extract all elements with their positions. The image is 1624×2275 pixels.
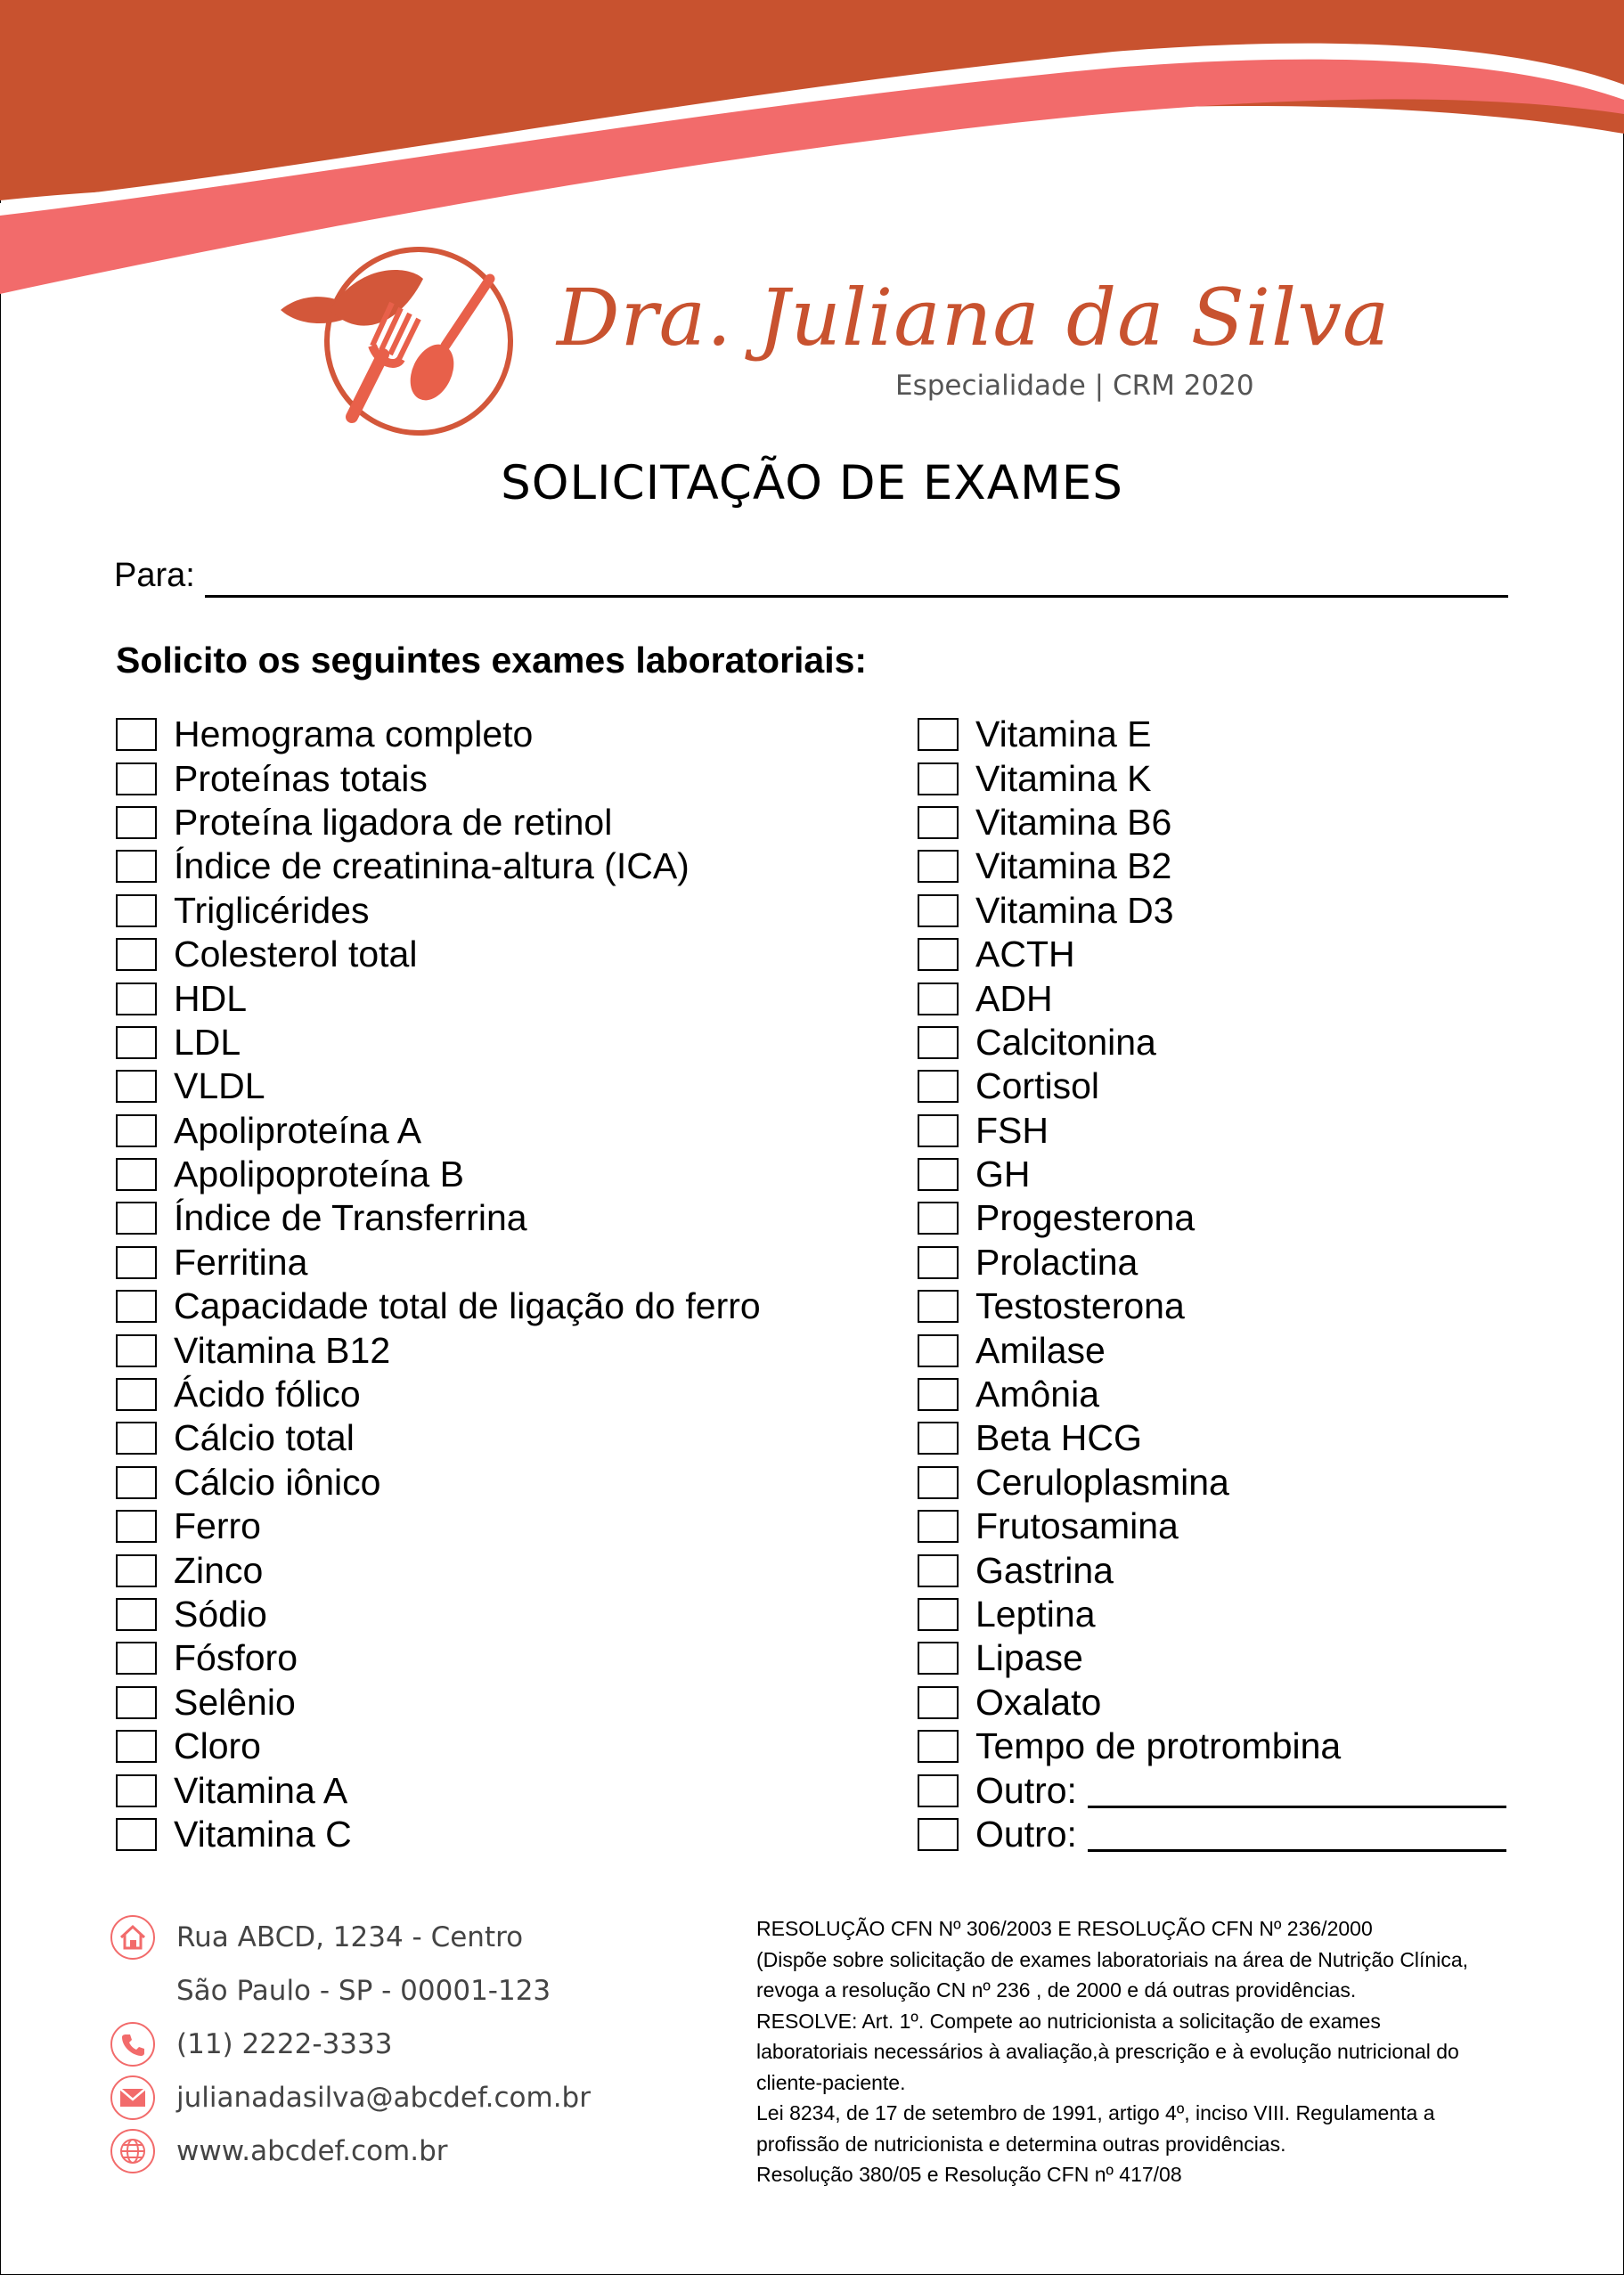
checkbox[interactable]	[918, 1642, 959, 1675]
recipient-label: Para:	[114, 557, 195, 594]
checkbox[interactable]	[918, 1290, 959, 1323]
email-icon	[110, 2075, 155, 2120]
exam-label: Cálcio total	[174, 1417, 355, 1459]
contact-website	[110, 2124, 591, 2178]
checkbox[interactable]	[918, 762, 959, 795]
address-line-1: Rua ABCD, 1234 - Centro	[176, 1921, 524, 1953]
checkbox[interactable]	[918, 1114, 959, 1147]
checkbox[interactable]	[116, 1598, 157, 1631]
checkbox[interactable]	[918, 1334, 959, 1367]
exam-item	[116, 1548, 761, 1592]
checkbox[interactable]	[918, 1422, 959, 1455]
checkbox[interactable]	[116, 938, 157, 971]
checkbox[interactable]	[918, 1686, 959, 1719]
legal-line: revoga a resolução CN nº 236 , de 2000 e dá outras providências.	[756, 1978, 1357, 2002]
exam-label: Cálcio iônico	[174, 1461, 381, 1503]
checkbox[interactable]	[116, 1818, 157, 1851]
header-waves	[0, 0, 1624, 303]
exam-label: Zinco	[174, 1549, 264, 1591]
exam-item	[918, 756, 1506, 800]
exam-item	[116, 756, 761, 800]
exam-label: Oxalato	[975, 1681, 1102, 1723]
exam-list-left	[116, 713, 761, 1856]
home-icon	[110, 1915, 155, 1960]
exam-item-other-1	[918, 1768, 1506, 1812]
exam-item	[116, 889, 761, 933]
exam-item	[116, 1768, 761, 1812]
legal-line: Lei 8234, de 17 de setembro de 1991, artigo 4º, inciso VIII. Regulamenta a	[756, 2101, 1435, 2124]
legal-line: RESOLVE: Art. 1º. Compete ao nutricionista a solicitação de exames	[756, 2009, 1381, 2033]
exam-label: Cortisol	[975, 1065, 1099, 1107]
checkbox[interactable]	[116, 1378, 157, 1411]
checkbox[interactable]	[918, 1026, 959, 1059]
exam-item	[116, 713, 761, 756]
exam-label: Vitamina C	[174, 1813, 352, 1855]
other-exam-field[interactable]	[1088, 1774, 1506, 1808]
checkbox[interactable]	[116, 806, 157, 839]
exam-label: Vitamina B12	[174, 1329, 391, 1371]
contact-phone	[110, 2018, 591, 2071]
phone-icon	[110, 2022, 155, 2067]
exam-label: Amilase	[975, 1329, 1106, 1371]
exam-label: Tempo de protrombina	[975, 1725, 1342, 1767]
exam-item	[116, 1813, 761, 1856]
checkbox[interactable]	[918, 1598, 959, 1631]
exam-item	[918, 1064, 1506, 1108]
exam-item	[116, 844, 761, 888]
exam-label: GH	[975, 1154, 1031, 1195]
exam-label: Ferro	[174, 1505, 261, 1547]
legal-line: cliente-paciente.	[756, 2070, 906, 2094]
checkbox[interactable]	[918, 1466, 959, 1499]
legal-line: RESOLUÇÃO CFN Nº 306/2003 E RESOLUÇÃO CFN Nº 236/2000	[756, 1917, 1373, 1940]
exam-label: Capacidade total de ligação do ferro	[174, 1285, 761, 1327]
exam-item	[116, 976, 761, 1020]
exam-label: Cloro	[174, 1725, 261, 1767]
exam-label: VLDL	[174, 1065, 265, 1107]
exam-label: Vitamina A	[174, 1769, 348, 1811]
globe-icon	[110, 2129, 155, 2173]
page-title: SOLICITAÇÃO DE EXAMES	[501, 456, 1123, 510]
checkbox[interactable]	[116, 1422, 157, 1455]
exam-item	[116, 1109, 761, 1153]
exam-item	[918, 976, 1506, 1020]
exam-label: ADH	[975, 977, 1053, 1019]
exam-item	[116, 1241, 761, 1284]
exam-item	[918, 1021, 1506, 1064]
exam-label: Outro:	[975, 1813, 1077, 1855]
exam-label: LDL	[174, 1021, 241, 1063]
email-address[interactable]: julianadasilva@abcdef.com.br	[176, 2082, 591, 2114]
exam-item	[918, 933, 1506, 976]
checkbox[interactable]	[918, 806, 959, 839]
exam-label: Gastrina	[975, 1549, 1114, 1591]
exam-label: ACTH	[975, 934, 1075, 975]
exam-label: Índice de Transferrina	[174, 1197, 527, 1239]
checkbox[interactable]	[116, 1290, 157, 1323]
exam-label: Fósforo	[174, 1637, 298, 1679]
exam-label: Vitamina B6	[975, 801, 1172, 843]
exam-item	[116, 1681, 761, 1725]
checkbox[interactable]	[116, 1114, 157, 1147]
checkbox[interactable]	[918, 1730, 959, 1763]
exam-label: Apolipoproteína B	[174, 1154, 464, 1195]
exam-label: Apoliproteína A	[174, 1109, 422, 1151]
exam-item	[918, 1328, 1506, 1372]
exam-item	[116, 1593, 761, 1636]
checkbox[interactable]	[116, 1158, 157, 1191]
exam-label: FSH	[975, 1109, 1049, 1151]
checkbox[interactable]	[918, 938, 959, 971]
exam-item	[116, 1461, 761, 1504]
checkbox[interactable]	[116, 1334, 157, 1367]
exam-item	[918, 1548, 1506, 1592]
exam-label: Vitamina K	[975, 757, 1152, 799]
exam-label: Triglicérides	[174, 889, 370, 931]
exam-item	[116, 933, 761, 976]
exam-item	[918, 1241, 1506, 1284]
checkbox[interactable]	[116, 1026, 157, 1059]
legal-text	[756, 1913, 1514, 2190]
doctor-subtitle: Especialidade | CRM 2020	[895, 370, 1254, 402]
exam-item	[116, 1373, 761, 1416]
doctor-name: Dra. Juliana da Silva	[557, 272, 1391, 363]
legal-line: (Dispõe sobre solicitação de exames laboratoriais na área de Nutrição Clínica,	[756, 1947, 1469, 1971]
exam-label: Amônia	[975, 1374, 1100, 1415]
exam-item	[918, 1109, 1506, 1153]
exam-item	[116, 1328, 761, 1372]
exam-item	[918, 844, 1506, 888]
legal-line: profissão de nutricionista e determina outras providências.	[756, 2132, 1286, 2156]
checkbox[interactable]	[116, 1642, 157, 1675]
checkbox[interactable]	[918, 983, 959, 1015]
checkbox[interactable]	[116, 1510, 157, 1543]
checkbox[interactable]	[918, 1554, 959, 1587]
exam-item	[918, 713, 1506, 756]
exam-item	[918, 1196, 1506, 1240]
website-url[interactable]: www.abcdef.com.br	[176, 2135, 448, 2167]
exam-item	[116, 1284, 761, 1328]
exam-label: Ceruloplasmina	[975, 1461, 1229, 1503]
checkbox[interactable]	[918, 850, 959, 883]
exam-label: Selênio	[174, 1681, 296, 1723]
exam-label: Vitamina E	[975, 713, 1152, 755]
checkbox[interactable]	[116, 1730, 157, 1763]
checkbox[interactable]	[116, 894, 157, 927]
recipient-field[interactable]	[205, 595, 1508, 598]
checkbox[interactable]	[918, 1510, 959, 1543]
exam-item	[116, 1196, 761, 1240]
checkbox[interactable]	[116, 1246, 157, 1279]
exam-item	[918, 1636, 1506, 1680]
exam-item	[116, 1504, 761, 1548]
logo-icon	[276, 239, 517, 444]
exam-label: Testosterona	[975, 1285, 1185, 1327]
exam-label: Progesterona	[975, 1197, 1196, 1239]
exam-label: Sódio	[174, 1594, 267, 1635]
exam-item	[918, 1681, 1506, 1725]
exam-label: Prolactina	[975, 1241, 1138, 1283]
checkbox[interactable]	[116, 983, 157, 1015]
other-exam-field[interactable]	[1088, 1817, 1506, 1852]
exam-item	[918, 1504, 1506, 1548]
exam-item	[918, 889, 1506, 933]
exams-subheading: Solicito os seguintes exames laboratoriais:	[116, 640, 868, 681]
checkbox[interactable]	[918, 1202, 959, 1235]
checkbox[interactable]	[918, 1774, 959, 1807]
exam-item	[116, 1021, 761, 1064]
exam-label: Hemograma completo	[174, 713, 534, 755]
exam-label: Calcitonina	[975, 1021, 1156, 1063]
exam-label: Vitamina D3	[975, 889, 1174, 931]
exam-label: Colesterol total	[174, 934, 418, 975]
checkbox[interactable]	[116, 1774, 157, 1807]
exam-label: Índice de creatinina-altura (ICA)	[174, 845, 690, 887]
exam-item-other-2	[918, 1813, 1506, 1856]
exam-item	[918, 1593, 1506, 1636]
exam-item	[918, 801, 1506, 844]
exam-item	[918, 1725, 1506, 1768]
phone-number[interactable]: (11) 2222-3333	[176, 2028, 393, 2060]
contact-info	[110, 1911, 591, 2178]
checkbox[interactable]	[116, 1070, 157, 1103]
exam-item	[918, 1284, 1506, 1328]
exam-label: Leptina	[975, 1594, 1096, 1635]
checkbox[interactable]	[116, 1686, 157, 1719]
exam-label: Frutosamina	[975, 1505, 1179, 1547]
exam-label: Outro:	[975, 1769, 1077, 1811]
exam-item	[116, 1725, 761, 1768]
checkbox[interactable]	[116, 718, 157, 751]
checkbox[interactable]	[116, 1466, 157, 1499]
address-line-2: São Paulo - SP - 00001-123	[176, 1975, 551, 2007]
exam-label: Lipase	[975, 1637, 1083, 1679]
checkbox[interactable]	[116, 850, 157, 883]
exam-item	[116, 1064, 761, 1108]
exam-item	[918, 1461, 1506, 1504]
exam-item	[116, 801, 761, 844]
contact-address-2	[110, 1964, 591, 2018]
checkbox[interactable]	[918, 1158, 959, 1191]
legal-line: Resolução 380/05 e Resolução CFN nº 417/08	[756, 2163, 1182, 2186]
checkbox[interactable]	[116, 1554, 157, 1587]
checkbox[interactable]	[116, 762, 157, 795]
exam-label: HDL	[174, 977, 248, 1019]
exam-label: Vitamina B2	[975, 845, 1172, 887]
exam-item	[918, 1416, 1506, 1460]
contact-address	[110, 1911, 591, 1964]
checkbox[interactable]	[116, 1202, 157, 1235]
checkbox[interactable]	[918, 894, 959, 927]
exam-list-right	[918, 713, 1506, 1856]
exam-item	[116, 1416, 761, 1460]
exam-item	[116, 1636, 761, 1680]
legal-line: laboratoriais necessários à avaliação,à prescrição e à evolução nutricional do	[756, 2040, 1459, 2063]
checkbox[interactable]	[918, 1246, 959, 1279]
checkbox[interactable]	[918, 1070, 959, 1103]
exam-label: Beta HCG	[975, 1417, 1142, 1459]
checkbox[interactable]	[918, 718, 959, 751]
exam-label: Ácido fólico	[174, 1374, 361, 1415]
checkbox[interactable]	[918, 1818, 959, 1851]
exam-item	[918, 1373, 1506, 1416]
exam-label: Proteína ligadora de retinol	[174, 801, 613, 843]
checkbox[interactable]	[918, 1378, 959, 1411]
exam-item	[116, 1153, 761, 1196]
exam-label: Proteínas totais	[174, 757, 428, 799]
exam-item	[918, 1153, 1506, 1196]
contact-email	[110, 2071, 591, 2124]
exam-label: Ferritina	[174, 1241, 308, 1283]
